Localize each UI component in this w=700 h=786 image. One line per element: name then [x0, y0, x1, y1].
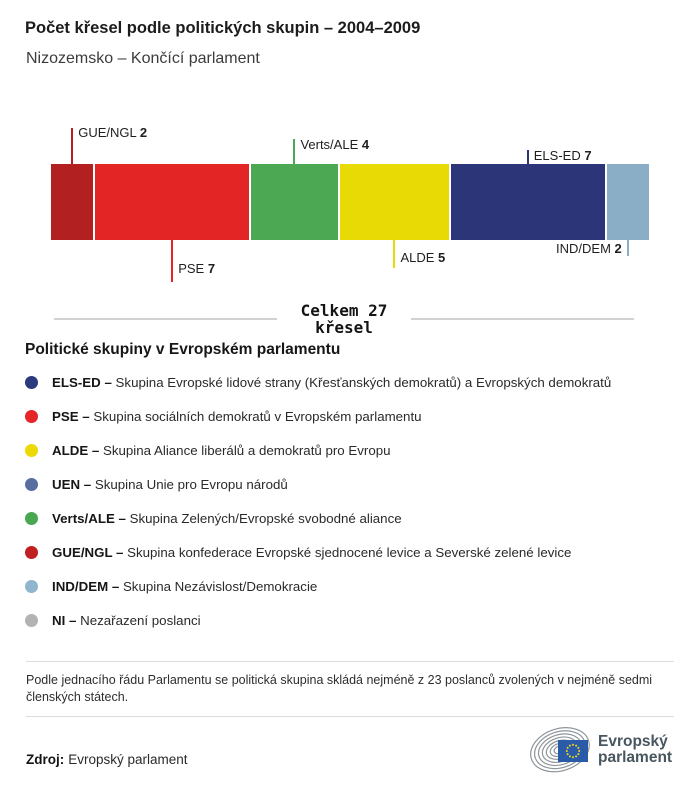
- legend-item-text: Verts/ALE – Skupina Zelených/Evropské svobodné aliance: [52, 510, 402, 526]
- source-line: [26, 752, 188, 767]
- footnote-text: Podle jednacího řádu Parlamentu se politická skupina skládá nejméně z 23 poslanců zvolených v nejméně sedmi členských státech.: [26, 673, 653, 704]
- bar-segment-ALDE: [340, 164, 449, 240]
- legend-color-dot: [25, 444, 38, 457]
- callout-label-ELS-ED: ELS-ED 7: [533, 148, 592, 163]
- callout-line-GUE/NGL: [71, 128, 73, 164]
- total-rule-left: [54, 318, 277, 320]
- bar-segment-PSE: [95, 164, 249, 240]
- callout-line-IND/DEM: [627, 240, 629, 256]
- bar-segment-Verts/ALE: [251, 164, 338, 240]
- legend-heading: Politické skupiny v Evropském parlamentu: [25, 341, 341, 358]
- callout-label-ALDE: ALDE 5: [400, 250, 446, 265]
- legend-color-dot: [25, 478, 38, 491]
- legend-color-dot: [25, 376, 38, 389]
- divider-bottom: [26, 716, 674, 717]
- european-parliament-logo: [527, 724, 697, 776]
- legend-item-ALDE: [25, 433, 685, 467]
- callout-label-Verts/ALE: Verts/ALE 4: [300, 137, 370, 152]
- legend-item-text: ALDE – Skupina Aliance liberálů a demokratů pro Evropu: [52, 442, 391, 458]
- legend-item-GUE/NGL: [25, 535, 685, 569]
- legend-color-dot: [25, 580, 38, 593]
- legend-item-NI: [25, 603, 685, 637]
- legend-item-Verts/ALE: [25, 501, 685, 535]
- logo-line1: Evropský: [598, 733, 668, 750]
- callout-label-IND/DEM: IND/DEM 2: [556, 241, 622, 256]
- legend-item-ELS-ED: [25, 365, 685, 399]
- callout-line-PSE: [171, 240, 173, 282]
- callout-line-ALDE: [393, 240, 395, 268]
- page-title: Počet křesel podle politických skupin – 2004–2009: [25, 19, 421, 37]
- european-parliament-logo-icon: [527, 725, 591, 775]
- total-seats-annotation: [54, 302, 634, 336]
- callout-label-GUE/NGL: GUE/NGL 2: [78, 125, 148, 140]
- legend-color-dot: [25, 512, 38, 525]
- legend-item-IND/DEM: [25, 569, 685, 603]
- total-rule-right: [411, 318, 634, 320]
- legend-item-text: ELS-ED – Skupina Evropské lidové strany (Křesťanských demokratů) a Evropských demokratů: [52, 374, 612, 390]
- source-label: Zdroj:: [26, 752, 65, 767]
- bar-segment-ELS-ED: [451, 164, 605, 240]
- bar-segment-GUE/NGL: [51, 164, 93, 240]
- page-subtitle: Nizozemsko – Končící parlament: [26, 50, 260, 67]
- source-value: Evropský parlament: [68, 752, 188, 767]
- total-seats-line1: Celkem 27: [300, 301, 388, 320]
- legend-item-text: UEN – Skupina Unie pro Evropu národů: [52, 476, 288, 492]
- legend-color-dot: [25, 546, 38, 559]
- logo-line2: parlament: [598, 749, 673, 766]
- logo-wordmark: [598, 734, 672, 766]
- legend-item-UEN: [25, 467, 685, 501]
- legend-item-PSE: [25, 399, 685, 433]
- callout-label-PSE: PSE 7: [178, 261, 216, 276]
- legend-item-text: IND/DEM – Skupina Nezávislost/Demokracie: [52, 578, 318, 594]
- bar-segment-IND/DEM: [607, 164, 649, 240]
- legend-list: [25, 365, 685, 637]
- legend-item-text: PSE – Skupina sociálních demokratů v Evropském parlamentu: [52, 408, 422, 424]
- legend-item-text: NI – Nezařazení poslanci: [52, 612, 201, 628]
- legend-item-text: GUE/NGL – Skupina konfederace Evropské sjednocené levice a Severské zelené levice: [52, 544, 572, 560]
- total-seats-line2: křesel: [315, 318, 373, 337]
- legend-color-dot: [25, 614, 38, 627]
- divider-top: [26, 661, 674, 662]
- total-seats-label: [301, 302, 388, 336]
- callout-line-ELS-ED: [527, 150, 529, 164]
- legend-color-dot: [25, 410, 38, 423]
- callout-line-Verts/ALE: [293, 139, 295, 164]
- eu-flag-icon: [558, 740, 588, 762]
